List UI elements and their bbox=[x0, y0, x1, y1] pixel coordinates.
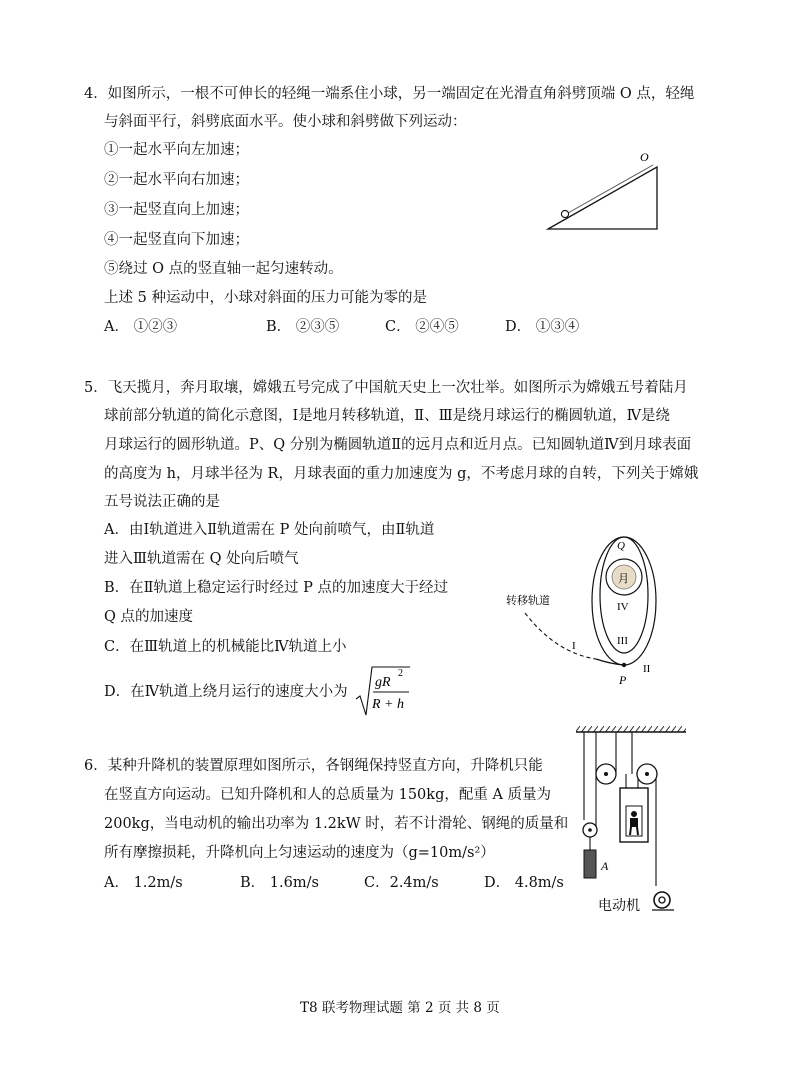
ball-icon bbox=[561, 210, 568, 217]
label-p: P bbox=[619, 673, 627, 687]
person-leg bbox=[637, 827, 638, 835]
q5-option-d: D．在Ⅳ轨道上绕月运行的速度大小为 bbox=[104, 684, 348, 700]
label-o: O bbox=[640, 150, 649, 164]
q5-option-b-1: B．在Ⅱ轨道上稳定运行时经过 P 点的加速度大于经过 bbox=[104, 580, 448, 596]
sqrt-formula bbox=[354, 663, 414, 719]
q6-option-c: C．2.4m/s bbox=[364, 875, 439, 891]
q4-line-5: ③一起竖直向上加速； bbox=[104, 202, 249, 218]
label-orbit-ii: II bbox=[643, 663, 651, 675]
wedge-triangle bbox=[548, 167, 657, 229]
q6-line-4: 所有摩擦损耗，升降机向上匀速运动的速度为（g=10m/s²） bbox=[104, 845, 495, 861]
pulley-axle bbox=[588, 828, 592, 832]
moon-label: 月 bbox=[618, 572, 629, 585]
q5-line-2: 球前部分轨道的简化示意图，Ⅰ是地月转移轨道，Ⅱ、Ⅲ是绕月球运行的椭圆轨道，Ⅳ是绕 bbox=[104, 408, 671, 424]
q5-line-1: 5．飞天揽月，奔月取壤，嫦娥五号完成了中国航天史上一次壮举。如图所示为嫦娥五号着陆月 bbox=[84, 380, 688, 396]
pulley-axle bbox=[645, 772, 649, 776]
q4-option-b: B． ②③⑤ bbox=[266, 319, 340, 335]
q5-option-a-2: 进入Ⅲ轨道需在 Q 处向后喷气 bbox=[104, 551, 299, 567]
q6-line-1: 6．某种升降机的装置原理如图所示，各钢绳保持竖直方向，升降机只能 bbox=[84, 758, 543, 774]
orbit-i bbox=[596, 659, 624, 665]
q4-option-a: A． ①②③ bbox=[104, 319, 178, 335]
transfer-orbit-dashed bbox=[525, 613, 596, 659]
q6-line-3: 200kg，当电动机的输出功率为 1.2kW 时，若不计滑轮、钢绳的质量和 bbox=[104, 816, 569, 832]
q4-line-7: ⑤绕过 O 点的竖直轴一起匀速转动。 bbox=[104, 261, 343, 277]
transfer-orbit-label: 转移轨道 bbox=[506, 594, 550, 607]
q5-line-5: 五号说法正确的是 bbox=[104, 494, 220, 510]
q5-option-b-2: Q 点的加速度 bbox=[104, 609, 193, 625]
q6-option-a: A． 1.2m/s bbox=[104, 875, 183, 891]
motor-icon bbox=[654, 892, 670, 908]
q4-line-6: ④一起竖直向下加速； bbox=[104, 232, 249, 248]
label-q: Q bbox=[617, 540, 625, 552]
q4-line-8: 上述 5 种运动中，小球对斜面的压力可能为零的是 bbox=[104, 290, 427, 306]
q4-line-4: ②一起水平向右加速； bbox=[104, 172, 249, 188]
label-orbit-iii: III bbox=[617, 635, 628, 647]
label-a: A bbox=[601, 859, 609, 873]
rope-line bbox=[568, 165, 653, 213]
q4-option-c: C． ②④⑤ bbox=[385, 319, 459, 335]
q6-line-2: 在竖直方向运动。已知升降机和人的总质量为 150kg，配重 A 质量为 bbox=[104, 787, 552, 803]
point-p bbox=[622, 663, 626, 667]
elevator-figure bbox=[574, 726, 690, 916]
q5-option-a-1: A．由Ⅰ轨道进入Ⅱ轨道需在 P 处向前喷气，由Ⅱ轨道 bbox=[104, 522, 435, 538]
page-footer: T8 联考物理试题 第 2 页 共 8 页 bbox=[300, 1000, 500, 1016]
person-body bbox=[630, 818, 638, 827]
counterweight-a bbox=[584, 850, 596, 878]
q4-line-1: 4．如图所示，一根不可伸长的轻绳一端系住小球，另一端固定在光滑直角斜劈顶端 O 点，轻绳 bbox=[84, 86, 695, 102]
q4-option-d: D． ①③④ bbox=[505, 319, 580, 335]
q4-line-2: 与斜面平行，斜劈底面水平。使小球和斜劈做下列运动： bbox=[104, 114, 467, 130]
orbit-figure bbox=[496, 535, 676, 690]
formula-numerator: gR bbox=[375, 675, 391, 690]
formula-exponent: 2 bbox=[398, 668, 403, 679]
q5-line-4: 的高度为 h，月球半径为 R，月球表面的重力加速度为 g，不考虑月球的自转，下列关于嫦娥 bbox=[104, 466, 699, 482]
label-orbit-i: I bbox=[572, 640, 576, 652]
pulley-axle bbox=[604, 772, 608, 776]
motor-label: 电动机 bbox=[598, 898, 640, 914]
person-leg bbox=[630, 827, 631, 835]
label-orbit-iv: IV bbox=[617, 601, 629, 613]
person-icon bbox=[631, 811, 637, 817]
ceiling-hatch bbox=[576, 726, 686, 732]
q5-line-3: 月球运行的圆形轨道。P、Q 分别为椭圆轨道Ⅱ的远月点和近月点。已知圆轨道Ⅳ到月球表面 bbox=[104, 437, 692, 453]
formula-denominator: R + h bbox=[372, 697, 404, 712]
q6-option-d: D． 4.8m/s bbox=[484, 875, 564, 891]
q4-line-3: ①一起水平向左加速； bbox=[104, 142, 249, 158]
q5-option-c: C．在Ⅲ轨道上的机械能比Ⅳ轨道上小 bbox=[104, 639, 347, 655]
wedge-figure bbox=[540, 145, 670, 237]
q6-option-b: B． 1.6m/s bbox=[240, 875, 319, 891]
